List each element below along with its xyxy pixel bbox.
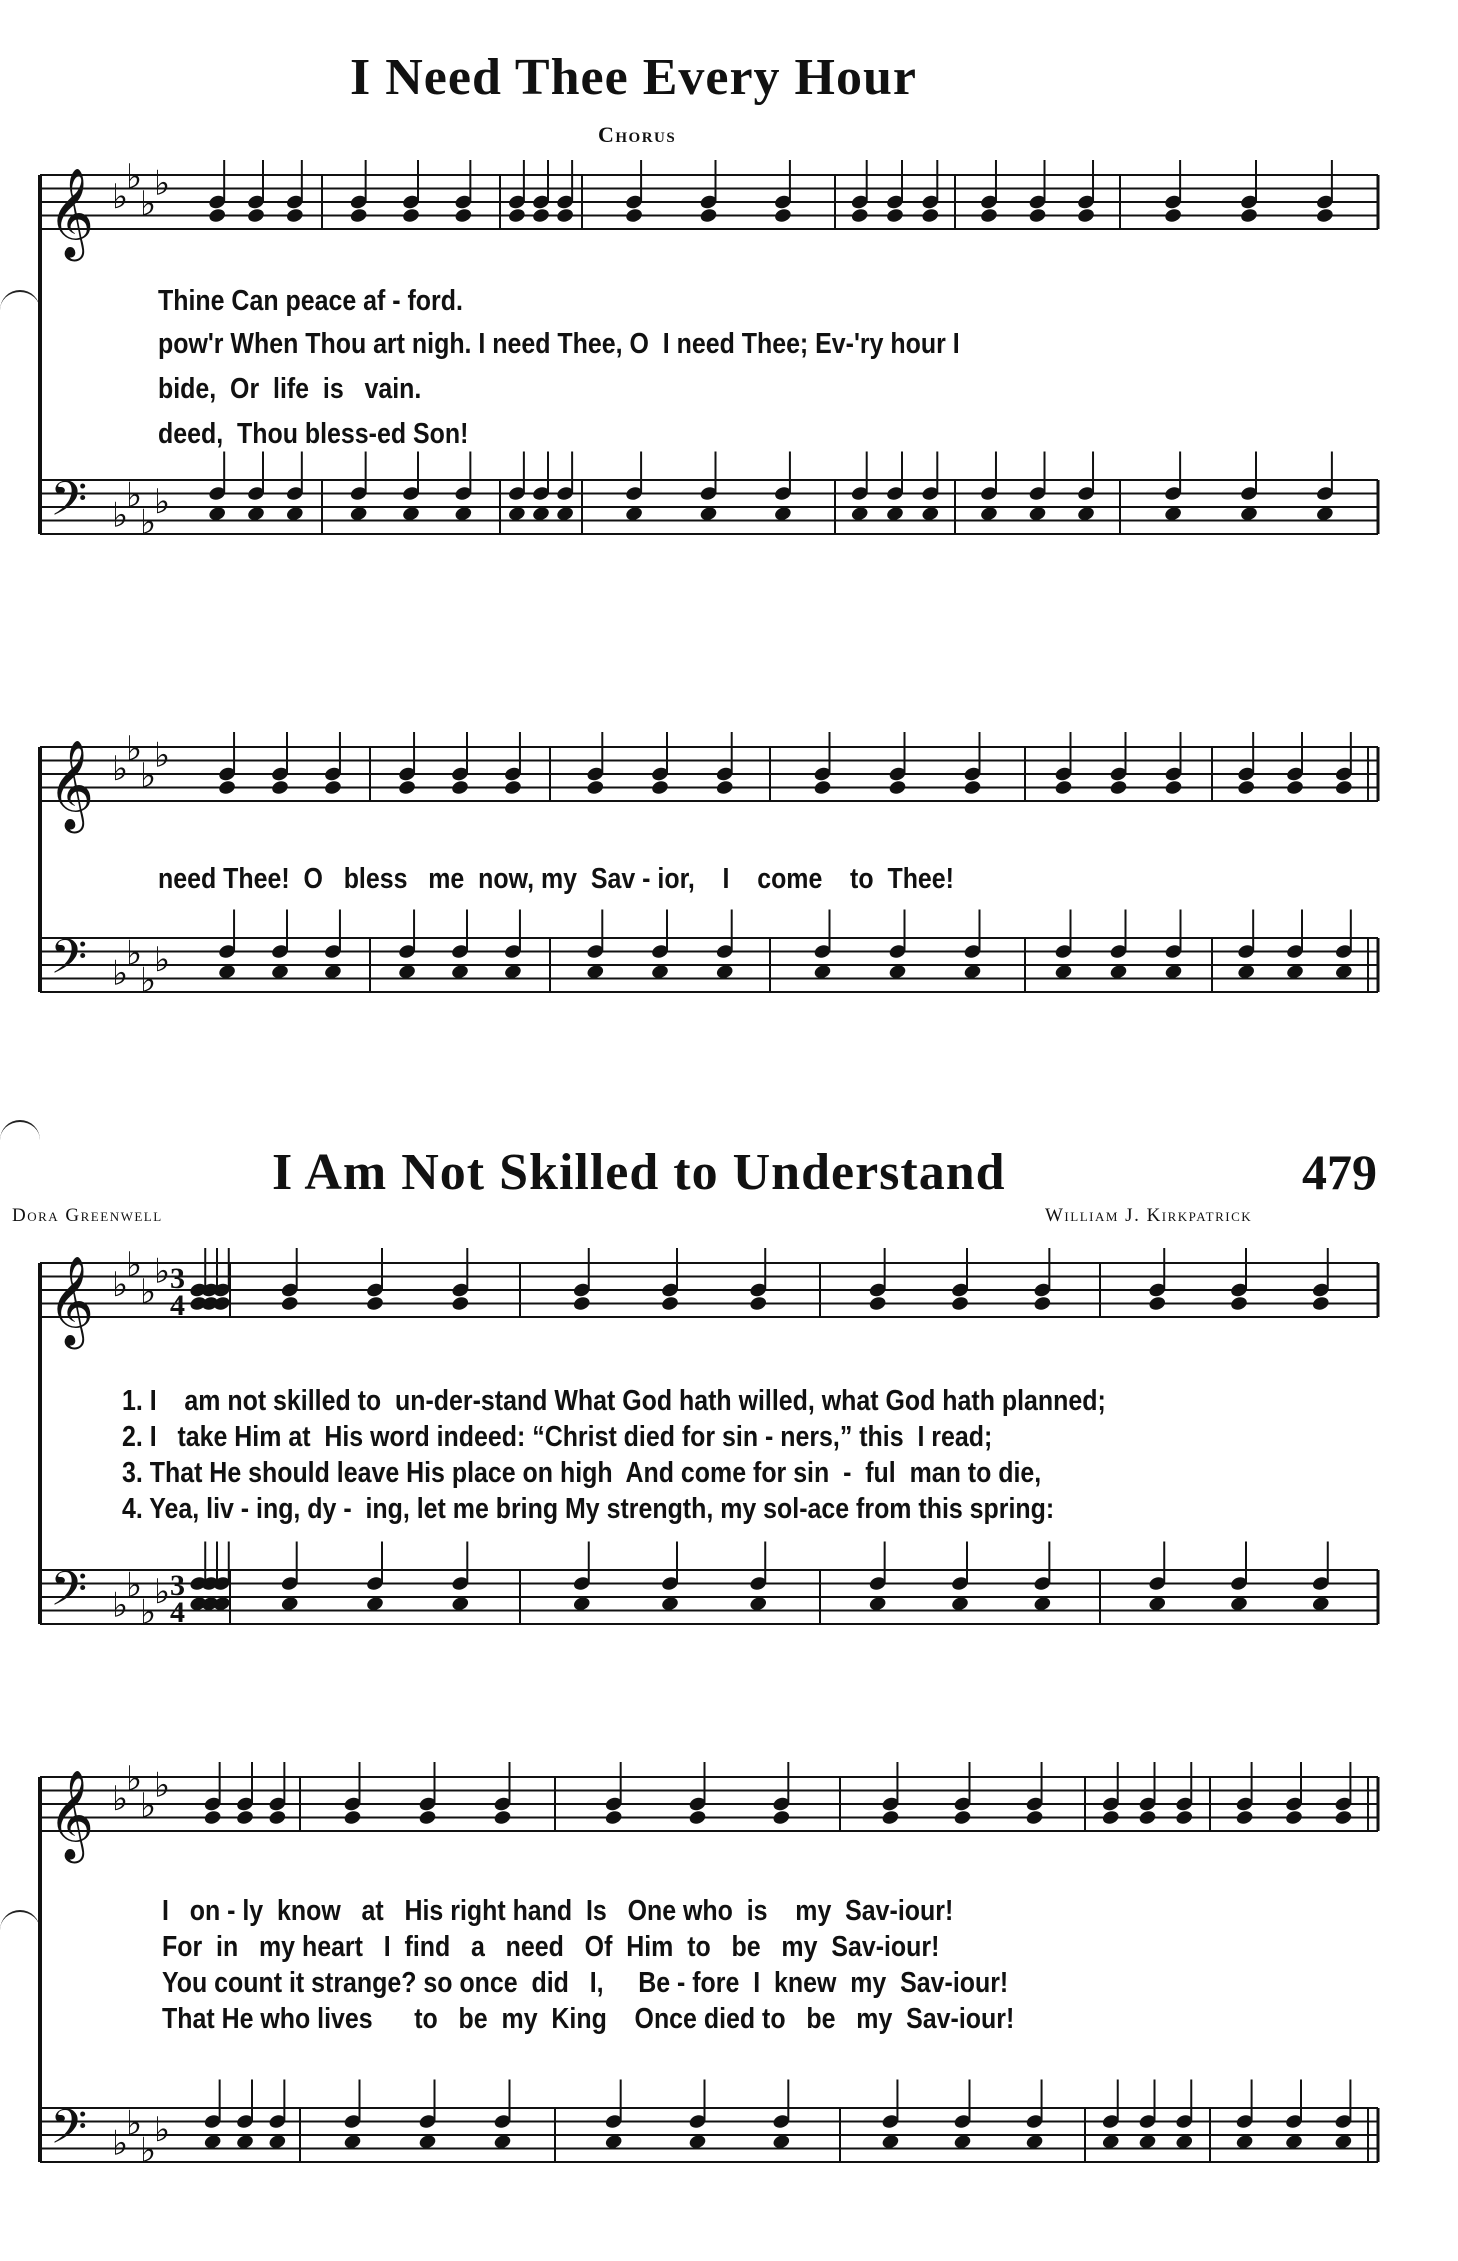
bass-clef-icon: 𝄢 <box>50 1560 88 1629</box>
verse-line: 1. I am not skilled to un-der-stand What God hath willed, what God hath planned; <box>122 1385 1106 1417</box>
notehead <box>454 207 473 224</box>
flat-icon: ♭ <box>154 163 171 204</box>
notehead <box>235 1809 254 1826</box>
flat-icon: ♭ <box>140 755 157 796</box>
notehead <box>1138 1809 1157 1826</box>
notehead <box>280 1295 299 1312</box>
notehead <box>1239 207 1258 224</box>
notehead <box>773 207 792 224</box>
flat-icon: ♭ <box>126 1244 143 1285</box>
bass-clef-icon: 𝄢 <box>50 928 88 997</box>
notehead <box>1229 1295 1248 1312</box>
time-signature: 3 <box>170 1262 185 1295</box>
notehead <box>556 207 575 224</box>
notehead <box>715 779 734 796</box>
flat-icon: ♭ <box>140 1785 157 1826</box>
notehead <box>397 779 416 796</box>
notehead <box>586 779 605 796</box>
treble-clef-icon: 𝄞 <box>48 168 95 258</box>
time-signature: 4 <box>170 1596 185 1629</box>
notehead <box>1315 207 1334 224</box>
flat-icon: ♭ <box>112 2123 129 2164</box>
flat-icon: ♭ <box>126 933 143 974</box>
notehead <box>1109 779 1128 796</box>
notehead <box>493 1809 512 1826</box>
notehead <box>868 1295 887 1312</box>
treble-clef-icon: 𝄞 <box>48 740 95 830</box>
flat-icon: ♭ <box>140 1592 157 1633</box>
notehead <box>772 1809 791 1826</box>
flat-icon: ♭ <box>112 1265 129 1305</box>
verse-line: I on - ly know at His right hand Is One who is my Sav-iour! <box>162 1895 954 1927</box>
flat-icon: ♭ <box>126 475 143 516</box>
notehead <box>450 779 469 796</box>
verse-line: 3. That He should leave His place on high And come for sin - ful man to die, <box>122 1457 1042 1489</box>
time-signature: 4 <box>170 1289 185 1322</box>
verse-line: 4. Yea, liv - ing, dy - ing, let me bring My strength, my sol-ace from this spring: <box>122 1493 1055 1525</box>
bass-clef-icon: 𝄢 <box>50 470 88 539</box>
composer-credit: William J. Kirkpatrick <box>1045 1205 1253 1226</box>
notehead <box>1311 1295 1330 1312</box>
notehead <box>268 1809 287 1826</box>
flat-icon: ♭ <box>154 1572 171 1612</box>
notehead <box>625 207 644 224</box>
notehead <box>688 1809 707 1826</box>
flat-icon: ♭ <box>154 1765 171 1806</box>
flat-icon: ♭ <box>140 183 157 224</box>
flat-icon: ♭ <box>140 1271 157 1312</box>
notehead <box>953 1809 972 1826</box>
notehead <box>217 779 236 796</box>
notehead <box>270 779 289 796</box>
notehead <box>343 1809 362 1826</box>
notehead <box>203 1809 222 1826</box>
verse-line: For in my heart I find a need Of Him to be my Sav-iour! <box>162 1931 940 1963</box>
notehead <box>749 1295 768 1312</box>
notehead <box>1025 1809 1044 1826</box>
time-signature: 3 <box>170 1569 185 1602</box>
lyric-line: deed, Thou bless-ed Son! <box>158 418 469 450</box>
flat-icon: ♭ <box>112 749 129 789</box>
notehead <box>507 207 526 224</box>
lyric-line: bide, Or life is vain. <box>158 373 422 405</box>
notehead <box>888 779 907 796</box>
notehead <box>950 1295 969 1312</box>
flat-icon: ♭ <box>112 953 129 994</box>
flat-icon: ♭ <box>140 960 157 1001</box>
notehead <box>1334 1809 1353 1826</box>
lyric-line: pow'r When Thou art nigh. I need Thee, O I need Thee; Ev-'ry hour I <box>158 328 960 360</box>
lyric-line: Thine Can peace af - ford. <box>158 285 463 317</box>
treble-clef-icon: 𝄞 <box>48 1256 95 1346</box>
notehead <box>1284 1809 1303 1826</box>
notehead <box>1033 1295 1052 1312</box>
notehead <box>1054 779 1073 796</box>
notehead <box>813 779 832 796</box>
verse-line: You count it strange? so once did I, Be - fore I knew my Sav-iour! <box>162 1967 1009 1999</box>
notehead <box>650 779 669 796</box>
notehead <box>1164 207 1183 224</box>
flat-icon: ♭ <box>126 1565 143 1606</box>
notehead <box>503 779 522 796</box>
notehead <box>881 1809 900 1826</box>
notehead <box>572 1295 591 1312</box>
flat-icon: ♭ <box>112 495 129 536</box>
notehead <box>349 207 368 224</box>
notehead <box>451 1295 470 1312</box>
notehead <box>531 207 550 224</box>
notehead <box>1148 1295 1167 1312</box>
notehead <box>1076 207 1095 224</box>
notehead <box>699 207 718 224</box>
notehead <box>285 207 304 224</box>
verse-line: That He who lives to be my King Once died to be my Sav-iour! <box>162 2003 1015 2035</box>
notehead <box>963 779 982 796</box>
notehead <box>246 207 265 224</box>
flat-icon: ♭ <box>126 728 143 769</box>
notehead <box>604 1809 623 1826</box>
flat-icon: ♭ <box>154 735 171 776</box>
hymn-a-title: I Need Thee Every Hour <box>350 49 917 106</box>
notehead <box>1175 1809 1194 1826</box>
flat-icon: ♭ <box>112 177 129 217</box>
notehead <box>1164 779 1183 796</box>
notehead <box>1028 207 1047 224</box>
notehead <box>418 1809 437 1826</box>
flat-icon: ♭ <box>154 1251 171 1292</box>
notehead <box>212 1295 231 1312</box>
notehead <box>660 1295 679 1312</box>
notehead <box>323 779 342 796</box>
flat-icon: ♭ <box>154 482 171 522</box>
flat-icon: ♭ <box>140 2130 157 2171</box>
notehead <box>208 207 227 224</box>
flat-icon: ♭ <box>112 1779 129 1819</box>
notehead <box>1334 779 1353 796</box>
chorus-label: Chorus <box>598 122 677 147</box>
flat-icon: ♭ <box>126 2103 143 2144</box>
author-credit: Dora Greenwell <box>12 1205 163 1226</box>
notehead <box>979 207 998 224</box>
notehead <box>401 207 420 224</box>
notehead <box>885 207 904 224</box>
notehead <box>365 1295 384 1312</box>
hymn-number: 479 <box>1302 1144 1377 1200</box>
flat-icon: ♭ <box>126 156 143 197</box>
notehead <box>1237 779 1256 796</box>
bass-clef-icon: 𝄢 <box>50 2098 88 2167</box>
flat-icon: ♭ <box>126 1758 143 1799</box>
flat-icon: ♭ <box>140 502 157 543</box>
notehead <box>921 207 940 224</box>
flat-icon: ♭ <box>154 940 171 980</box>
notehead <box>850 207 869 224</box>
verse-line: 2. I take Him at His word indeed: “Christ died for sin - ners,” this I read; <box>122 1421 993 1453</box>
hymn-b-title: I Am Not Skilled to Understand <box>272 1144 1006 1201</box>
lyric-line: need Thee! O bless me now, my Sav - ior, I come to Thee! <box>158 863 954 895</box>
flat-icon: ♭ <box>112 1585 129 1626</box>
notehead <box>1235 1809 1254 1826</box>
notehead <box>1285 779 1304 796</box>
treble-clef-icon: 𝄞 <box>48 1770 95 1860</box>
flat-icon: ♭ <box>154 2110 171 2150</box>
notehead <box>1101 1809 1120 1826</box>
